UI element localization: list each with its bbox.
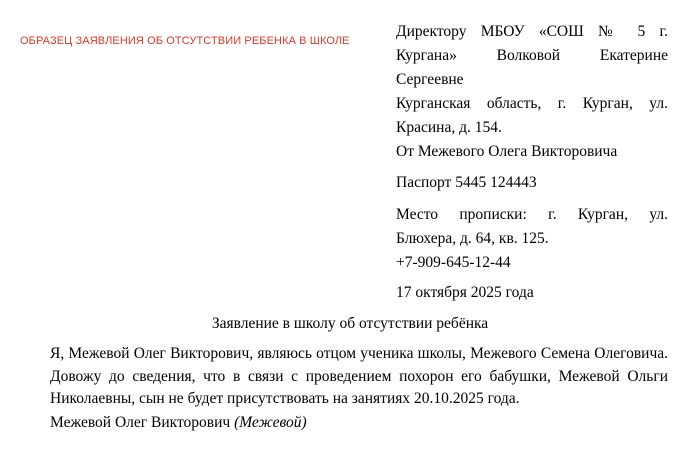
address-line-1: Курганская область, г. Курган, ул. bbox=[396, 95, 668, 112]
statement-body: Я, Межевой Олег Викторович, являюсь отцом ученика школы, Межевого Семена Олеговича. Довожу до сведения, что в связи с проведением похорон его бабушки, Межевой Ольги Николаевны, сын не будет присутствовать на занятиях 20.10.2025 года. bbox=[50, 345, 668, 407]
signature-short: (Межевой) bbox=[234, 414, 307, 431]
document-title: Заявление в школу об отсутствии ребёнка bbox=[211, 315, 489, 332]
registration-line-2: Блюхера, д. 64, кв. 125. bbox=[396, 230, 549, 247]
passport: Паспорт 5445 124443 bbox=[396, 174, 537, 191]
addressee bbox=[396, 20, 668, 92]
addressee-line-2: Сергеевне bbox=[396, 71, 464, 88]
signature bbox=[50, 411, 307, 435]
applicant-from: От Межевого Олега Викторовича bbox=[396, 143, 618, 160]
signature-name: Межевой Олег Викторович bbox=[50, 414, 231, 431]
address-line-2: Красина, д. 154. bbox=[396, 119, 502, 136]
date: 17 октября 2025 года bbox=[396, 284, 534, 301]
applicant-address bbox=[396, 92, 668, 140]
registration bbox=[396, 203, 668, 251]
addressee-line-1: Директору МБОУ «СОШ № 5 г. Кургана» Волковой Екатерине bbox=[396, 23, 668, 64]
registration-line-1: Место прописки: г. Курган, ул. bbox=[396, 206, 668, 223]
sample-label: ОБРАЗЕЦ ЗАЯВЛЕНИЯ ОБ ОТСУТСТВИИ РЕБЕНКА В ШКОЛЕ bbox=[20, 35, 350, 47]
phone: +7-909-645-12-44 bbox=[396, 254, 511, 271]
